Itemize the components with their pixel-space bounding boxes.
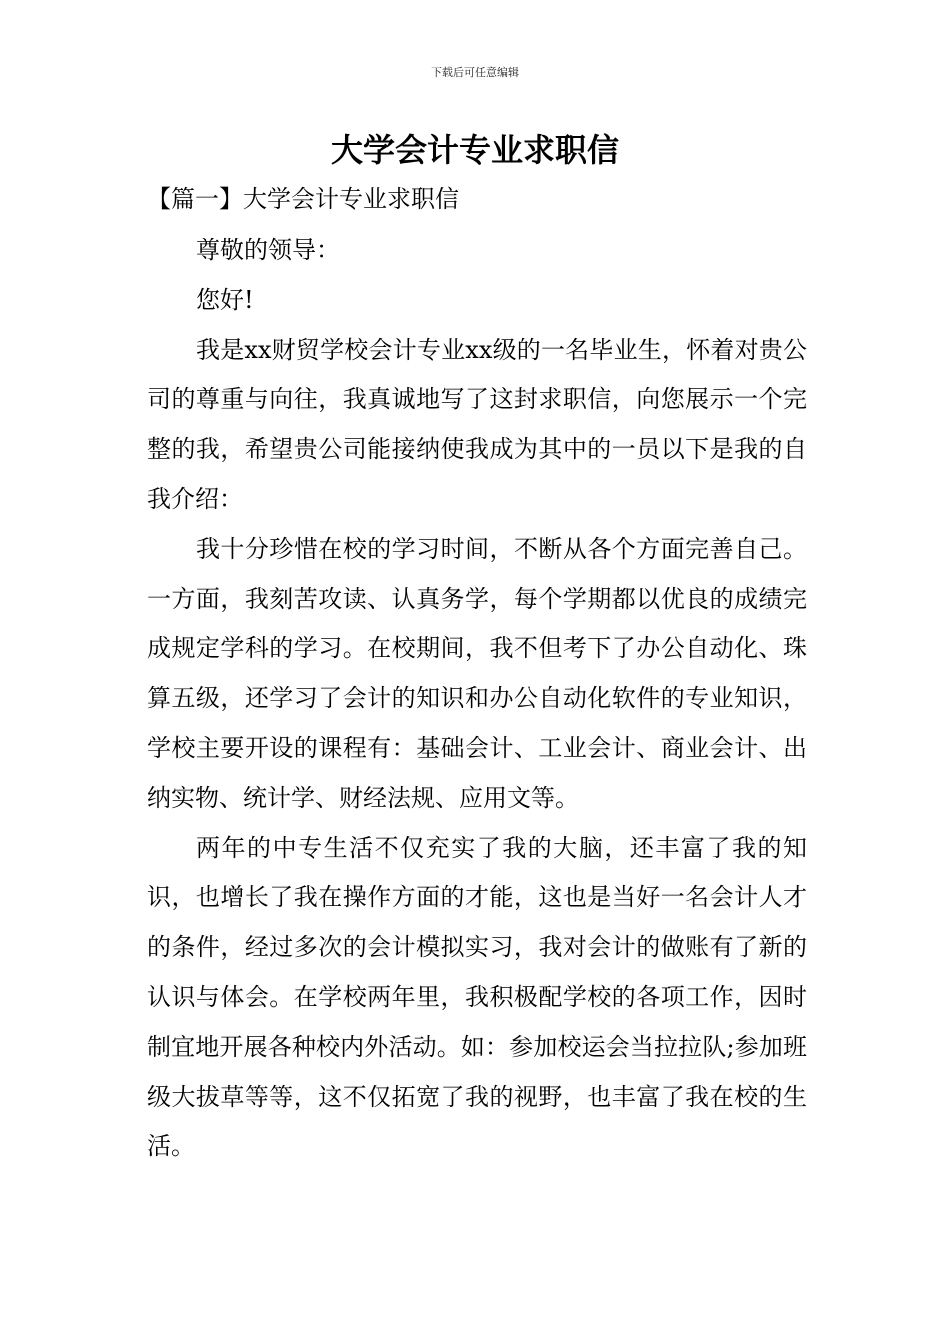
paragraph-school-life: 两年的中专生活不仅充实了我的大脑，还丰富了我的知识，也增长了我在操作方面的才能，这也是当好一名会计人才的条件，经过多次的会计模拟实习，我对会计的做账有了新的认识与体会。在学校两年里，我积极配学校的各项工作，因时制宜地开展各种校内外活动。如：参加校运会当拉拉队;参加班级大拔草等等，这不仅拓宽了我的视野，也丰富了我在校的生活。 bbox=[147, 833, 807, 1161]
letter-body bbox=[147, 226, 807, 1172]
salutation: 您好! bbox=[196, 285, 254, 314]
section-heading: 【篇一】大学会计专业求职信 bbox=[147, 185, 459, 213]
greeting: 尊敬的领导： bbox=[196, 236, 340, 264]
document-title: 大学会计专业求职信 bbox=[330, 131, 619, 169]
paragraph-studies: 我十分珍惜在校的学习时间，不断从各个方面完善自己。一方面，我刻苦攻读、认真务学，每个学期都以优良的成绩完成规定学科的学习。在校期间，我不但考下了办公自动化、珠算五级，还学习了会计的知识和办公自动化软件的专业知识，学校主要开设的课程有：基础会计、工业会计、商业会计、出纳实物、统计学、财经法规、应用文等。 bbox=[147, 534, 807, 812]
header-note: 下载后可任意编辑 bbox=[431, 66, 519, 79]
paragraph-introduction: 我是xx财贸学校会计专业xx级的一名毕业生，怀着对贵公司的尊重与向往，我真诚地写了这封求职信，向您展示一个完整的我，希望贵公司能接纳使我成为其中的一员以下是我的自我介绍： bbox=[147, 335, 807, 513]
